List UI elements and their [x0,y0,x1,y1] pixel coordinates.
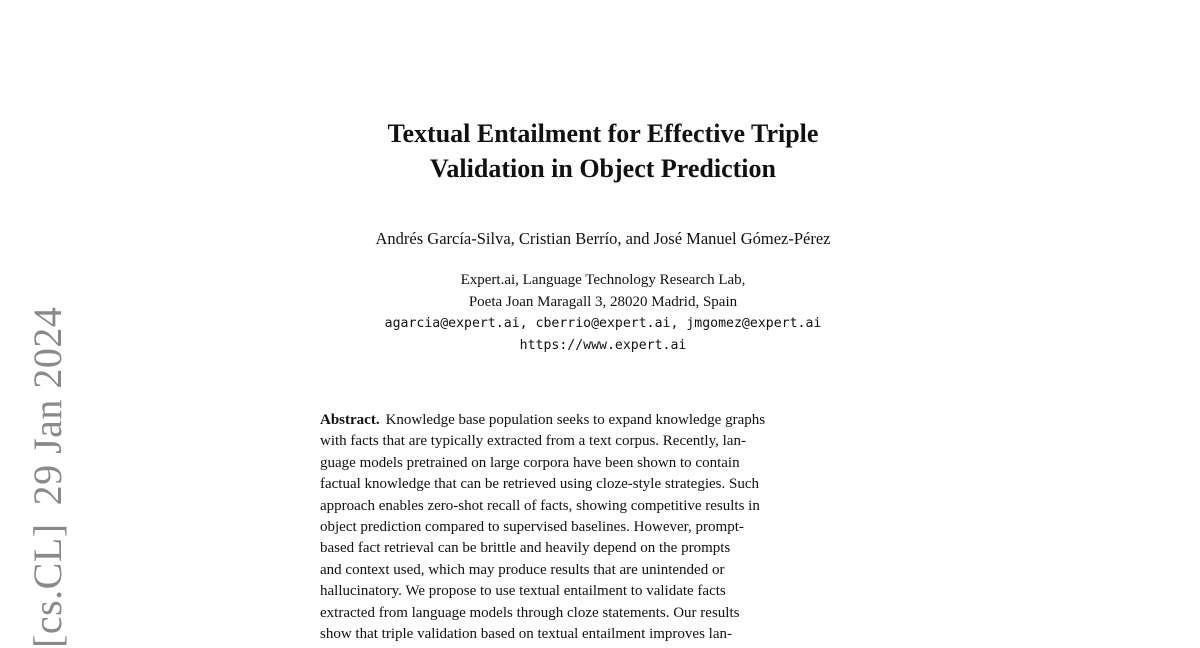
affiliation-block [300,270,906,356]
title-line-2: Validation in Object Prediction [430,154,776,183]
abstract-line: hallucinatory. We propose to use textual entailment to validate facts [320,583,726,600]
abstract-line: extracted from language models through cloze statements. Our results [320,604,740,621]
abstract-line: and context used, which may produce results that are unintended or [320,561,725,578]
arxiv-date: 29 Jan 2024 [25,306,70,506]
abstract-line: factual knowledge that can be retrieved using cloze-style strategies. Such [320,476,759,493]
abstract-line: guage models pretrained on large corpora have been shown to contain [320,454,740,471]
affiliation-line-2: Poeta Joan Maragall 3, 28020 Madrid, Spain [468,293,738,310]
author-list: Andrés García-Silva, Cristian Berrío, and José Manuel Gómez-Pérez [375,229,831,248]
affiliation-url: https://www.expert.ai [519,337,687,353]
abstract-line: show that triple validation based on textual entailment improves lan- [320,626,732,643]
paper-title [300,116,906,186]
abstract-line: based fact retrieval can be brittle and heavily depend on the prompts [320,540,731,557]
abstract-line: object prediction compared to supervised baselines. However, prompt- [320,519,744,536]
affiliation-line-1: Expert.ai, Language Technology Research Lab, [460,272,746,288]
abstract-line: approach enables zero-shot recall of facts, showing competitive results in [320,497,760,514]
abstract-line: with facts that are typically extracted from a text corpus. Recently, lan- [320,433,746,450]
abstract-block [320,410,894,645]
title-line-1: Textual Entailment for Effective Triple [387,119,819,148]
author-emails: agarcia@expert.ai, cberrio@expert.ai, jmgomez@expert.ai [384,316,822,331]
arxiv-side-stamp [26,307,70,648]
abstract-label: Abstract. [320,412,380,428]
arxiv-category: [cs.CL] [25,523,70,648]
abstract-line: Knowledge base population seeks to expand knowledge graphs [385,412,766,428]
